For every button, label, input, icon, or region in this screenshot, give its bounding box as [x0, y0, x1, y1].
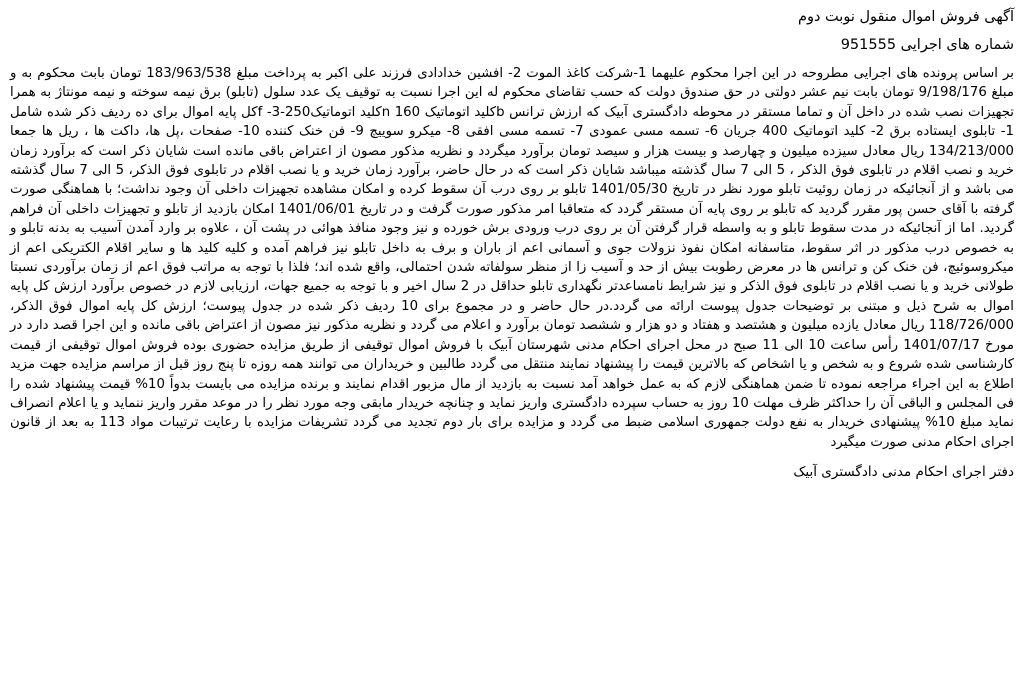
notice-body: بر اساس پرونده های اجرایی مطروحه در این اجرا محکوم علیهما 1-شرکت کاغذ الموت 2- افشین خدادادی فرزند علی اکبر به پرداخت مبلغ 183/963/538 تومان بابت محکوم به و مبلغ 9/198/176 تومان بابت نیم عشر دولتی در حق صندوق دولت که حسب تقاضای محکوم له این اجرا نسبت به توقیف یک عدد سلول (تابلو) برق نیمه سوخته و نیمه مونتاژ به همرا تجهیزات نصب شده در داخل آن و تماما مستقر در محوطه دادگستری آبیک که ارزش ترانس bکلید اتوماتیک 160 nکلید اتوماتیک250-3- fکل پایه اموال برای ده ردیف ذکر شده شامل 1- تابلوی ایستاده برق 2- کلید اتوماتیک 400 جریان 6- تسمه مسی عمودی 7- تسمه مسی افقی 8- میکرو سوییچ 9- فن خنک کننده 10- صفحات ،پل ها، داکت ها ، ریل ها جمعا 134/213/000 ریال معادل سیزده میلیون و چهارصد و بیست هزار و سیصد تومان برآورد میگردد و نظریه مذکور مصون از اعتراض باقی مانده است شایان ذکر است که برآورد زمان خرید و نصب اقلام در تابلوی فوق الذکر ، 5 الی 7 سال گذشته میباشد شایان ذکر است که در حال حاضر، برآورد زمان خرید و یا نصب اقلام در تابلوی فوق الذکر، 5 الی 7 سال گذشته می باشد و از آنجائیکه در زمان روئیت تابلو مورد نظر در تاریخ 1401/05/30 تابلو بر روی درب آن سقوط کرده و امکان مشاهده تجهیزات داخلی آن وجود نداشت؛ با هماهنگی صورت گرفته با آقای حسن پور مقرر گردید که تابلو بر روی پایه آن مستقر گردد که متعاقبا امر مذکور صورت گرفت و در تاریخ 1401/06/01 امکان بازدید از تابلو و تجهیزات داخلی آن فراهم گردید. اما از آنجائیکه در مدت سقوط تابلو و به واسطه قرار گرفتن آن بر روی درب ورودی برش خورده و نیز وجود منافذ هوائی در پشت آن ، علاوه بر وارد آمدن آسیب به بدنه تابلو و به خصوص درب مذکور در اثر سقوط، متاسفانه امکان نفوذ نزولات جوی و آسمانی اعم از باران و برف به داخل تابلو نیز فراهم آمده و کلیه کلید ها و سایر اقلام الکتریکی اعم از میکروسوئیچ، فن خنک کن و ترانس ها در معرض رطوبت بیش از حد و آسیب زا از منظر سولفاته شدن احتمالی، واقع شده اند؛ فلذا با توجه به مراتب فوق اعم از زمان برآوردی نسبتا طولانی خرید و یا نصب اقلام در تابلوی فوق الذکر و نیز شرایط نامساعدتر نگهداری تابلو حداقل در 2 سال اخیر و با توجه به جمیع جهات، ارزیابی لازم در خصوص برآورد ارزش کل پایه اموال به شرح ذیل و مبتنی بر توضیحات جدول پیوست ارائه می گردد.در حال حاضر و در مجموع برای 10 ردیف ذکر شده در جدول پیوست؛ ارزش کل پایه اموال فوق الذکر، 118/726/000 ریال معادل یازده میلیون و هشتصد و هفتاد و دو هزار و ششصد تومان برآورد و اعلام می گردد و نظریه مذکور نیز مصون از اعتراض باقی مانده و این اجرا قصد دارد در مورخ 1401/07/17 رأس ساعت 10 الی 11 صبح در محل اجرای احکام مدنی شهرستان آبیک با فروش اموال توقیفی از طریق مزایده حضوری بوده فروش اموال توقیفی از قیمت کارشناسی شده شروع و به شخص و یا اشخاص که بالاترین قیمت را پیشنهاد نمایند منتقل می گردد طالبین و خریداران می توانند همه روزه تا پنج روز قبل از مراسم مزایده جهت مزید اطلاع به این اجراء مراجعه نموده تا ضمن هماهنگی لازم که به عمل خواهد آمد نسبت به بازدید از مال مزبور اقدام نمایند و برنده مزایده می بایست بدواً 10% قیمت پیشنهاد شده را فی المجلس و الباقی آن را حداکثر ظرف مهلت 10 روز به حساب سپرده دادگستری واریز نماید و چنانچه خریدار مابقی وجه مورد نظر را در موعد مقرر واریز ننماید و یا اعلام انصراف نماید مبلغ 10% پیشنهادی خریدار به نفع دولت جمهوری اسلامی ضبط می گردد و مزایده برای بار دوم تجدید می گردد تشریفات مزایده با رعایت ترتیبات مواد 113 به بعد از قانون اجرای احکام مدنی صورت میگیرد — [10, 66, 1015, 450]
notice-heading: آگهی فروش اموال منقول نوبت دوم — [798, 9, 1014, 25]
issuer-signature: دفتر اجرای احکام مدنی دادگستری آبیک — [793, 464, 1014, 481]
case-numbers: شماره های اجرایی 951555 — [840, 37, 1014, 53]
